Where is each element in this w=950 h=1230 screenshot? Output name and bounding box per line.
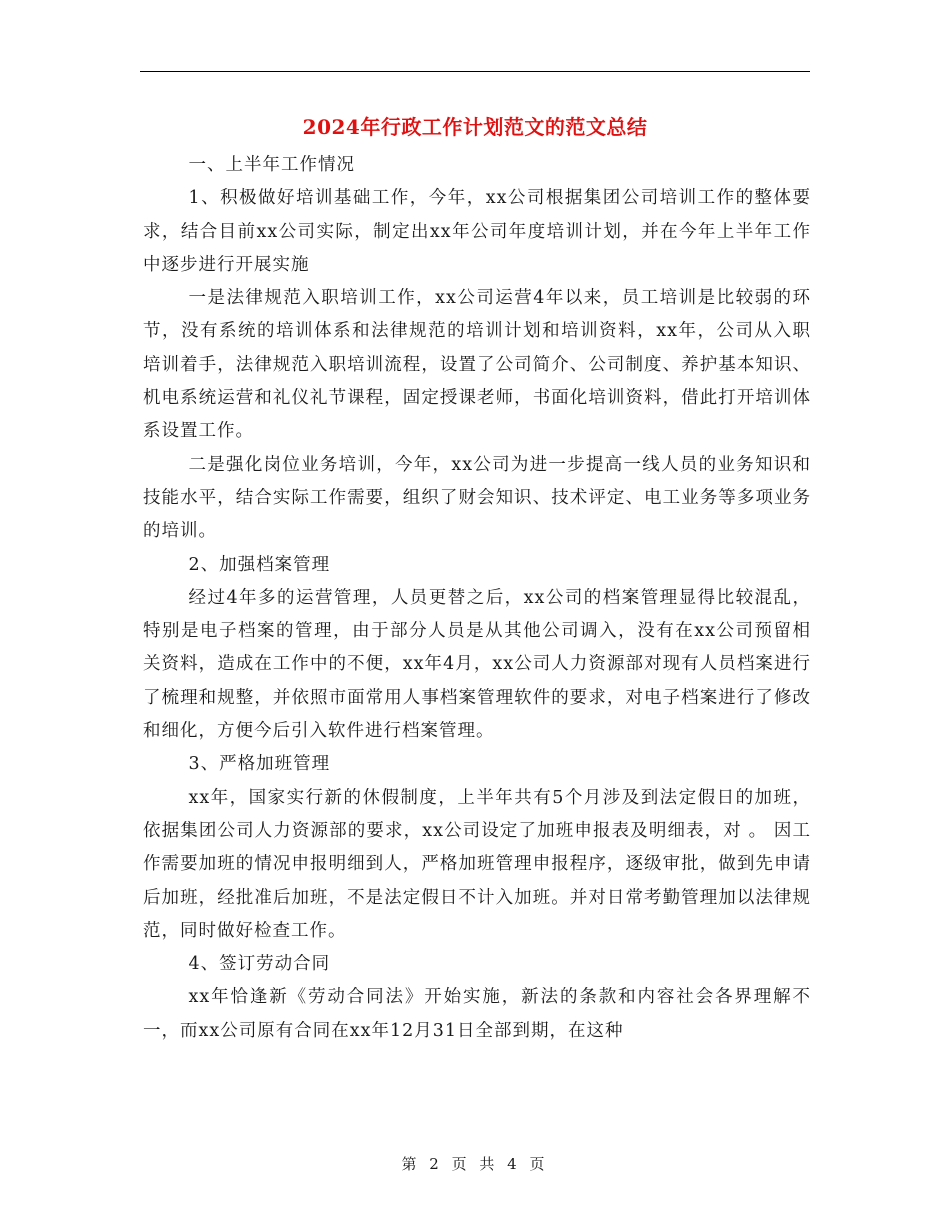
paragraph: 一是法律规范入职培训工作，xx公司运营4年以来，员工培训是比较弱的环节，没有系统的培训体系和法律规范的培训计划和培训资料，xx年，公司从入职培训着手，法律规范入职培训流程，设置了公司简介、公司制度、养护基本知识、机电系统运营和礼仪礼节课程，固定授课老师，书面化培训资料，借此打开培训体系设置工作。	[143, 288, 811, 442]
paragraph: 二是强化岗位业务培训，今年，xx公司为进一步提高一线人员的业务知识和技能水平，结合实际工作需要，组织了财会知识、技术评定、电工业务等多项业务的培训。	[143, 454, 811, 542]
section-heading: 一、上半年工作情况	[188, 155, 355, 175]
subsection-heading: 2、加强档案管理	[188, 554, 331, 575]
paragraph: xx年，国家实行新的休假制度，上半年共有5个月涉及到法定假日的加班，依据集团公司人力资源部的要求，xx公司设定了加班申报表及明细表，对 。 因工作需要加班的情况申报明细到人，严格加班管理申报程序，逐级审批，做到先申请后加班，经批准后加班，不是法定假日不计入加班。并对日常考勤管理加以法律规范，同时做好检查工作。	[143, 787, 811, 941]
paragraph: 1、积极做好培训基础工作，今年，xx公司根据集团公司培训工作的整体要求，结合目前xx公司实际，制定出xx年公司年度培训计划，并在今年上半年工作中逐步进行开展实施	[143, 188, 811, 275]
document-body	[143, 149, 811, 1048]
document-title: 2024年行政工作计划范文的范文总结	[302, 115, 648, 139]
page-number-footer: 第 2 页 共 4 页	[401, 1155, 549, 1173]
paragraph: 经过4年多的运营管理，人员更替之后，xx公司的档案管理显得比较混乱，特别是电子档案的管理，由于部分人员是从其他公司调入，没有在xx公司预留相关资料，造成在工作中的不便，xx年4月，xx公司人力资源部对现有人员档案进行了梳理和规整，并依照市面常用人事档案管理软件的要求，对电子档案进行了修改和细化，方便今后引入软件进行档案管理。	[143, 587, 811, 742]
header-rule	[140, 71, 810, 72]
paragraph: xx年恰逢新《劳动合同法》开始实施，新法的条款和内容社会各界理解不一，而xx公司原有合同在xx年12月31日全部到期，在这种	[143, 987, 811, 1041]
subsection-heading: 3、严格加班管理	[188, 754, 331, 775]
subsection-heading: 4、签订劳动合同	[188, 954, 331, 975]
